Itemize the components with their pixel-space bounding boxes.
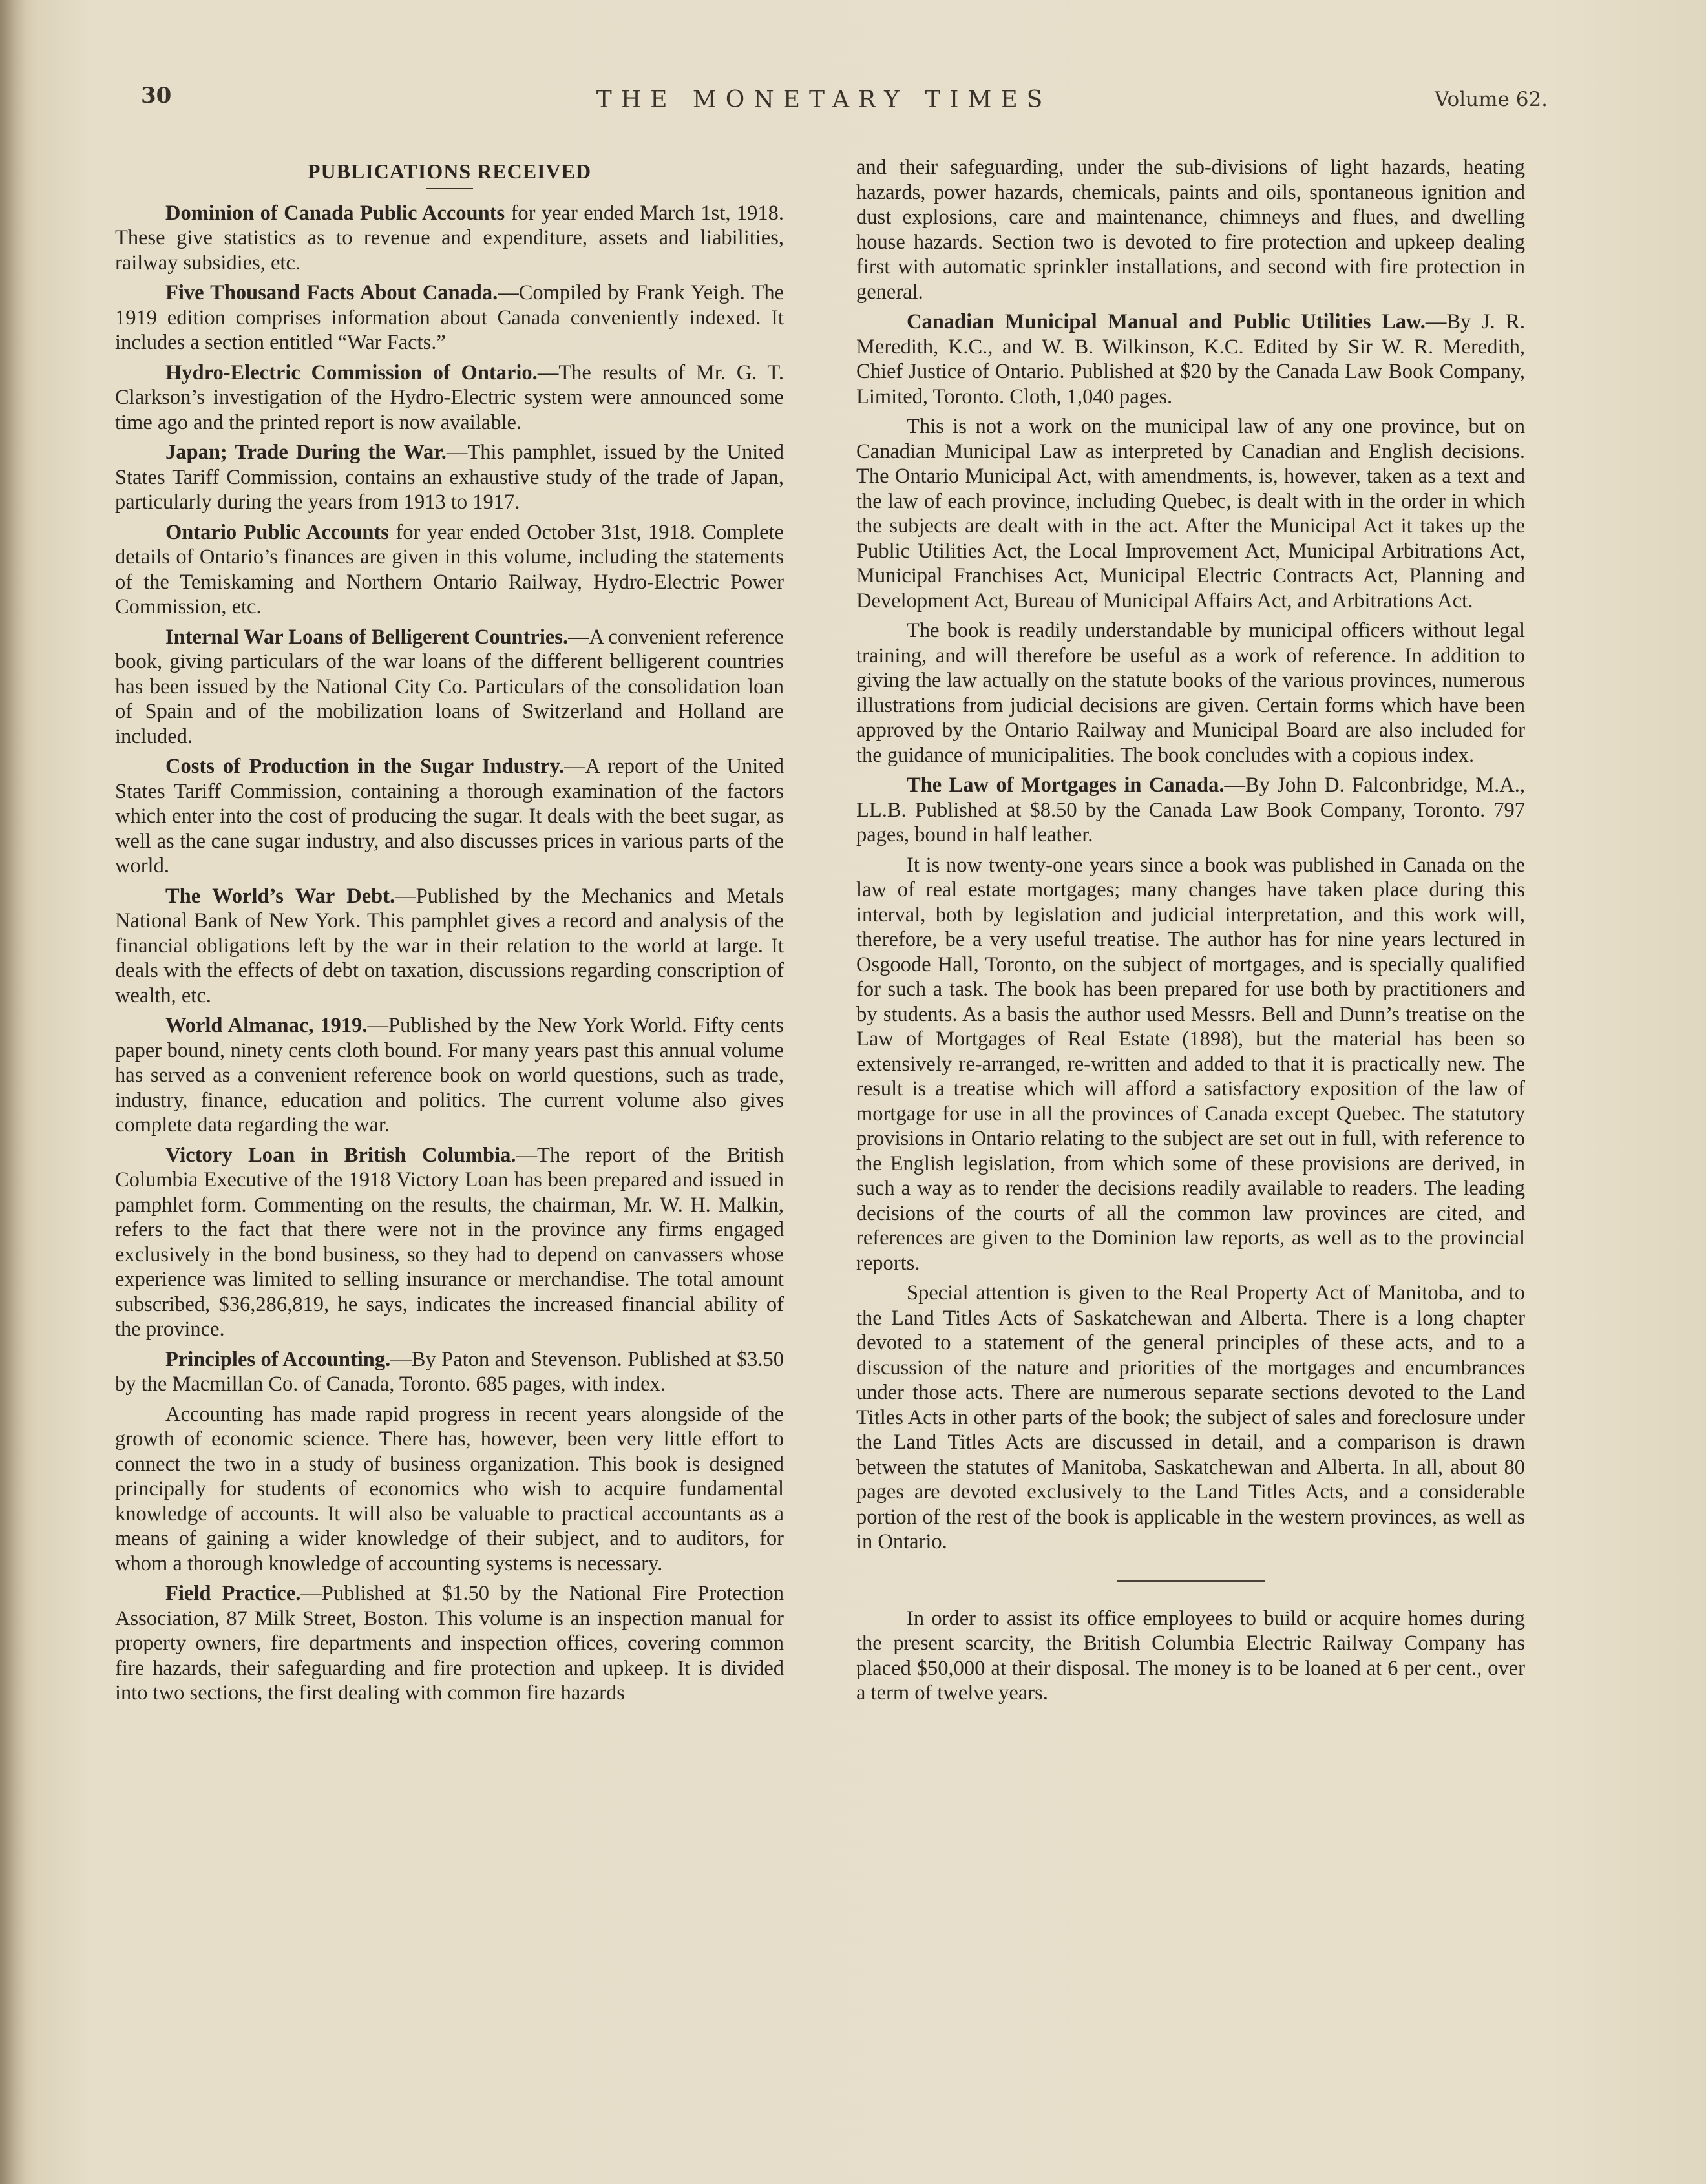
publication-entry [115,1143,784,1342]
publication-title: Costs of Production in the Sugar Industry. [165,755,565,778]
publication-text: —Compiled by Frank Yeigh. The 1919 edition comprises information about Canada conveniently indexed. It includes a section entitled “War Facts.” [115,281,784,354]
left-column [115,155,784,1711]
publication-text: Accounting has made rapid progress in recent years alongside of the growth of economic science. There has, however, been very little effort to connect the two in a study of business organization. This book is designed principally for students of economics who wish to acquire fundamental knowledge of accounts. It will also be valuable to practical accountants as a means of gaining a wider knowledge of their subject, and to auditors, for whom a thorough knowledge of accounting systems is necessary. [115,1402,784,1575]
publication-entry [856,773,1525,848]
heading-rule [426,188,473,189]
publication-title: The World’s War Debt. [165,884,395,908]
publication-entry [856,155,1525,304]
publication-title: Japan; Trade During the War. [165,441,447,464]
publication-text: —The report of the British Columbia Executive of the 1918 Victory Loan has been prepared and issued in pamphlet form. Commenting on the results, the chairman, Mr. W. H. Malkin, refers to the fact that there were not in the province any firms engaged exclusively in the bond business, so they had to depend on canvassers whose experience was limited to selling insurance or merchandise. The total amount subscribed, $36,286,819, he says, indicates the increased financial ability of the province. [115,1143,784,1341]
publication-entry [856,618,1525,768]
publication-title: Internal War Loans of Belligerent Countries. [165,625,569,649]
publication-entry [115,884,784,1009]
closing-note: In order to assist its office employees to build or acquire homes during the present scarcity, the British Columbia Electric Railway Company has placed $50,000 at their disposal. The money is to be loaned at 6 per cent., over a term of twelve years. [856,1606,1525,1705]
publication-text: —A report of the United States Tariff Commission, containing a thorough examination of the factors which enter into the cost of producing the sugar. It deals with the beet sugar, as well as the cane sugar industry, and also discusses prices in various parts of the world. [115,755,784,877]
publication-text: and their safeguarding, under the sub-divisions of light hazards, heating hazards, power hazards, chemicals, paints and oils, spontaneous ignition and dust explosions, care and maintenance, chimneys and flues, and dwelling house hazards. Section two is devoted to fire protection and upkeep dealing first with automatic sprinkler installations, and second with fire protection in general. [856,156,1525,304]
publication-text: —Published by the New York World. Fifty cents paper bound, ninety cents cloth bound. For many years past this annual volume has served as a convenient reference book on world questions, such as trade, industry, finance, education and politics. The current volume also gives complete data regarding the war. [115,1014,784,1137]
publication-text: —By John D. Falconbridge, M.A., LL.B. Published at $8.50 by the Canada Law Book Company, Toronto. 797 pages, bound in half leather. [856,773,1525,846]
publication-text: —Published at $1.50 by the National Fire Protection Association, 87 Milk Street, Boston. This volume is an inspection manual for property owners, fire departments and inspection offices, covering common fire hazards, their safeguarding and fire protection and upkeep. It is divided into two sections, the first dealing with common fire hazards [115,1582,784,1705]
publication-title: Five Thousand Facts About Canada. [165,281,498,304]
publication-entry [115,1347,784,1397]
publication-entry [115,520,784,620]
publication-title: Ontario Public Accounts [165,520,389,544]
publication-text: It is now twenty-one years since a book was published in Canada on the law of real estate mortgages; many changes have taken place during this interval, both by legislation and judicial interpretation, and this work will, therefore, be a very useful treatise. The author has for nine years lectured in Osgoode Hall, Toronto, on the subject of mortgages, and is specially qualified for such a task. The book has been prepared for use both by practitioners and by students. As a basis the author used Messrs. Bell and Dunn’s treatise on the Law of Mortgages of Real Estate (1898), but the material has been so extensively re-arranged, re-written and added to that it is practically new. The result is a treatise which will afford a satisfactory exposition of the law of mortgage for use in all the provinces of Canada except Quebec. The statutory provisions in Ontario relating to the subject are set out in full, with reference to the English legislation, from which some of these provisions are derived, in such a way as to render the decisions readily available to readers. The leading decisions of the courts of all the common law provinces are cited, and references are given to the Dominion law reports, as well as to the provincial reports. [856,853,1525,1275]
publication-title: Victory Loan in British Columbia. [165,1143,516,1167]
publication-text: —A convenient reference book, giving particulars of the war loans of the different belligerent countries has been issued by the National City Co. Particulars of the consolidation loan of Spain and of the mobilization loans of Switzerland and Holland are included. [115,625,784,748]
publication-text: for year ended March 1st, 1918. These give statistics as to revenue and expenditure, assets and liabilities, railway subsidies, etc. [115,201,784,275]
publication-text: The book is readily understandable by municipal officers without legal training, and will therefore be useful as a work of reference. In addition to giving the law actually on the statute books of the various provinces, numerous illustrations from judicial decisions are given. Certain forms which have been approved by the Ontario Railway and Municipal Board are also included for the guidance of municipalities. The book concludes with a copious index. [856,619,1525,767]
publication-title: Hydro-Electric Commission of Ontario. [165,361,538,384]
page-number: 30 [141,83,172,109]
publication-text: —Published by the Mechanics and Metals National Bank of New York. This pamphlet gives a record and analysis of the financial obligations left by the war in their relation to the world at large. It deals with the effects of debt on taxation, discussions regarding conscription of wealth, etc. [115,884,784,1007]
publication-text: Special attention is given to the Real Property Act of Manitoba, and to the Land Titles Acts of Saskatchewan and Alberta. There is a long chapter devoted to a statement of the general principles of these acts, and to a discussion of the nature and priorities of the mortgages and encumbrances under those acts. There are numerous separate sections devoted to the Land Titles Acts in other parts of the book; the subject of sales and foreclosure under the Land Titles Acts are discussed in detail, and a comparison is drawn between the statutes of Manitoba, Saskatchewan and Alberta. In all, about 80 pages are devoted exclusively to the Land Titles Acts, and a considerable portion of the rest of the book is applicable in the western provinces, as well as in Ontario. [856,1281,1525,1553]
publication-entry [115,280,784,355]
publication-entry [115,1581,784,1706]
publication-text: —By J. R. Meredith, K.C., and W. B. Wilkinson, K.C. Edited by Sir W. R. Meredith, Chief Justice of Ontario. Published at $20 by the Canada Law Book Company, Limited, Toronto. Cloth, 1,040 pages. [856,310,1525,408]
publication-entry [115,201,784,276]
publication-text: —This pamphlet, issued by the United States Tariff Commission, contains an exhaustive study of the trade of Japan, particularly during the years from 1913 to 1917. [115,441,784,514]
right-column-items [856,155,1525,1555]
publication-entry [856,853,1525,1276]
journal-title: THE MONETARY TIMES [596,87,1052,113]
right-column [856,155,1525,1711]
page-header [136,83,1548,121]
volume-label: Volume 62. [1435,88,1548,111]
publication-title: World Almanac, 1919. [165,1014,368,1037]
publication-title: The Law of Mortgages in Canada. [907,773,1225,797]
publication-entry [115,1402,784,1577]
publication-text: —The results of Mr. G. T. Clarkson’s investigation of the Hydro-Electric system were announced some time ago and the printed report is now available. [115,361,784,434]
publication-title: Field Practice. [165,1582,301,1605]
divider-rule [1117,1580,1265,1582]
publication-title: Dominion of Canada Public Accounts [165,201,505,225]
section-heading: PUBLICATIONS RECEIVED [307,160,592,183]
publication-entry [856,414,1525,613]
publication-text: —By Paton and Stevenson. Published at $3.50 by the Macmillan Co. of Canada, Toronto. 685 pages, with index. [115,1347,784,1396]
publication-entry [856,310,1525,409]
publication-text: for year ended October 31st, 1918. Complete details of Ontario’s finances are given in this volume, including the statements of the Temiskaming and Northern Ontario Railway, Hydro-Electric Power Commission, etc. [115,520,784,618]
publication-title: Canadian Municipal Manual and Public Utilities Law. [907,310,1426,333]
publication-title: Principles of Accounting. [165,1347,391,1371]
publication-entry [115,1013,784,1138]
publication-entry [115,754,784,879]
publication-text: This is not a work on the municipal law of any one province, but on Canadian Municipal Law as interpreted by Canadian and English decisions. The Ontario Municipal Act, with amendments, is, however, taken as a text and the law of each province, including Quebec, is dealt with in the order in which the subjects are dealt with in the act. After the Municipal Act it takes up the Public Utilities Act, the Local Improvement Act, Municipal Arbitrations Act, Municipal Franchises Act, Municipal Electric Contracts Act, Planning and Development Act, Bureau of Municipal Affairs Act, and Arbitrations Act. [856,415,1525,613]
publication-entry [856,1281,1525,1555]
left-column-items [115,201,784,1706]
publication-entry [115,440,784,515]
publication-entry [115,625,784,750]
binding-shadow [0,0,26,2184]
publication-entry [115,361,784,436]
